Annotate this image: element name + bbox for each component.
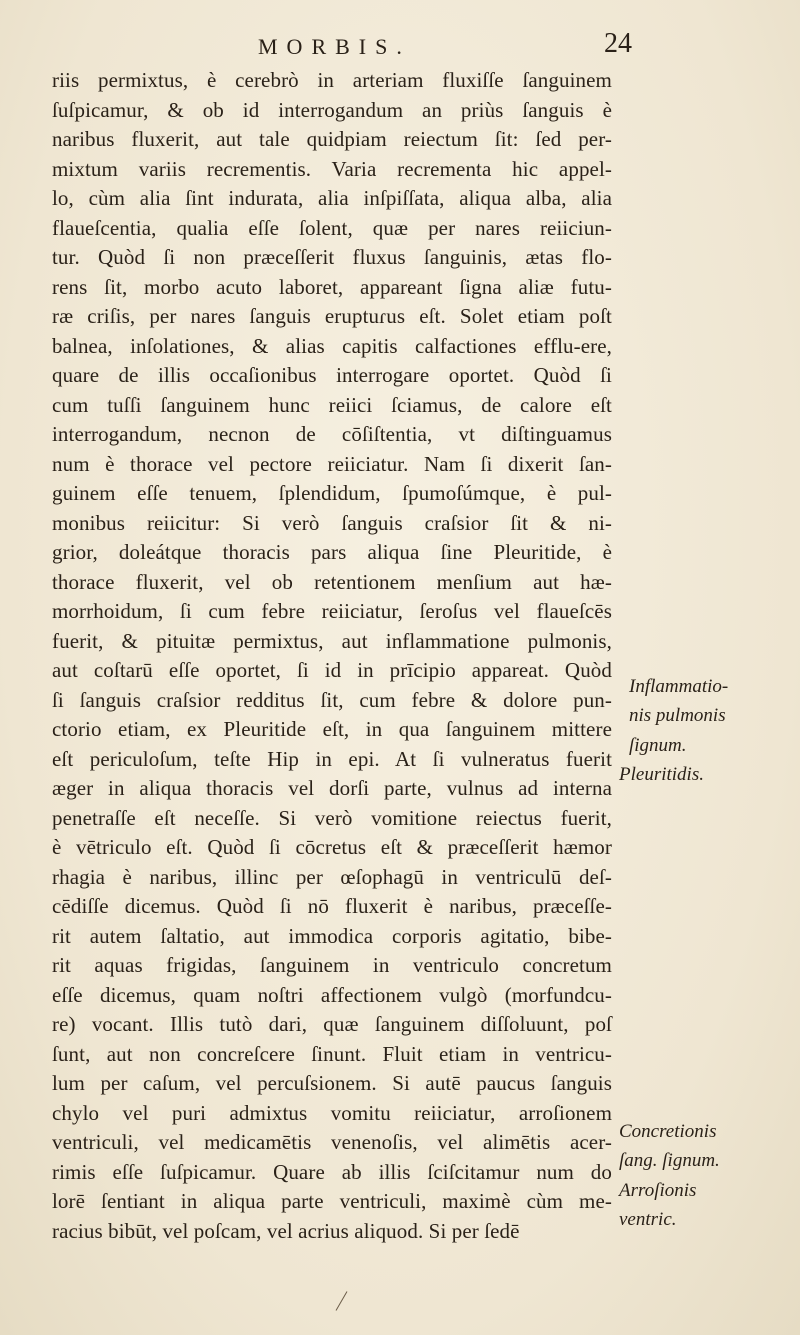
text-line: fuerit, & pituitæ permixtus, aut inflammatione pulmonis, xyxy=(52,628,612,653)
text-line: morrhoidum, ſi cum febre reiiciatur, ſeroſus vel flaueſcēs xyxy=(52,599,612,623)
text-line: eſſe dicemus, quam noſtri affectionem vulgò (morfundcu- xyxy=(52,982,612,1007)
text-line: ſunt, aut non concreſcere ſinunt. Fluit etiam in ventricu- xyxy=(52,1041,612,1066)
text-line: rit autem ſaltatio, aut immodica corporis agitatio, bibe- xyxy=(52,923,612,948)
text-line: guinem eſſe tenuem, ſplendidum, ſpumoſúmque, è pul- xyxy=(52,481,612,505)
text-line: mixtum variis recrementis. Varia recrementa hic appel- xyxy=(52,156,612,181)
text-line: rimis eſſe ſuſpicamur. Quare ab illis ſciſcitamur num do xyxy=(52,1159,612,1184)
text-line: rens ſit, morbo acuto laboret, appareant ſigna aliæ futu- xyxy=(52,274,612,299)
text-line: flaueſcentia, qualia eſſe ſolent, quæ per nares reiiciun- xyxy=(52,215,612,240)
text-line: num è thorace vel pectore reiiciatur. Nam ſi dixerit ſan- xyxy=(52,451,612,476)
text-line: è vētriculo eſt. Quòd ſi cōcretus eſt & præceſſerit hæmor xyxy=(52,835,612,859)
margin-note: ſang. ſignum. xyxy=(619,1150,720,1171)
margin-note: ſignum. xyxy=(629,735,687,756)
text-line: balnea, inſolationes, & alias capitis calfactiones efflu-ere, xyxy=(52,333,612,358)
margin-note: Arroſionis xyxy=(619,1180,697,1201)
text-line: tur. Quòd ſi non præceſſerit fluxus ſanguinis, ætas flo- xyxy=(52,245,612,269)
text-line: ræ criſis, per nares ſanguis eruptuɾus eſt. Solet etiam poſt xyxy=(52,304,612,328)
text-line: grior, doleátque thoracis pars aliqua ſine Pleuritide, è xyxy=(52,540,612,564)
text-line: ſi ſanguis craſsior redditus ſit, cum febre & dolore pun- xyxy=(52,687,612,712)
page-header xyxy=(0,28,800,68)
text-line: lum per caſum, vel percuſsionem. Si autē paucus ſanguis xyxy=(52,1071,612,1095)
text-line: ctorio etiam, ex Pleuritide eſt, in qua ſanguinem mittere xyxy=(52,717,612,741)
text-line: penetraſſe eſt neceſſe. Si verò vomitione reiectus fuerit, xyxy=(52,805,612,830)
text-line: lorē ſentiant in aliqua parte ventriculi, maximè cùm me- xyxy=(52,1189,612,1213)
text-line: rhagia è naribus, illinc per œſophagū in ventriculū deſ- xyxy=(52,864,612,889)
text-line: interrogandum, necnon de cōſiſtentia, vt diſtinguamus xyxy=(52,422,612,446)
text-line: quare de illis occaſionibus interrogare oportet. Quòd ſi xyxy=(52,363,612,387)
text-line: thorace fluxerit, vel ob retentionem menſium aut hæ- xyxy=(52,569,612,594)
text-line: racius bibūt, vel poſcam, vel acrius aliquod. Si per ſedē xyxy=(52,1218,520,1243)
text-line: ventriculi, vel medicamētis venenoſis, vel alimētis acer- xyxy=(52,1130,612,1154)
margin-note: Pleuritidis. xyxy=(619,764,704,785)
text-line: æger in aliqua thoracis vel dorſi parte, vulnus ad interna xyxy=(52,776,612,800)
text-line: monibus reiicitur: Si verò ſanguis craſsior ſit & ni- xyxy=(52,510,612,535)
ink-mark xyxy=(336,1291,348,1311)
text-line: lo, cùm alia ſint indurata, alia inſpiſſata, aliqua alba, alia xyxy=(52,186,612,210)
text-line: naribus fluxerit, aut tale quidpiam reiectum ſit: ſed per- xyxy=(52,127,612,151)
text-line: re) vocant. Illis tutò dari, quæ ſanguinem diſſoluunt, poſ xyxy=(52,1012,612,1036)
text-line: rit aquas frigidas, ſanguinem in ventriculo concretum xyxy=(52,953,612,977)
text-line: riis permixtus, è cerebrò in arteriam fluxiſſe ſanguinem xyxy=(52,68,612,92)
margin-note: ventric. xyxy=(619,1209,677,1230)
text-line: chylo vel puri admixtus vomitu reiiciatur, arroſionem xyxy=(52,1100,612,1125)
text-line: aut coſtarū eſſe oportet, ſi id in prīcipio appareat. Quòd xyxy=(52,658,612,682)
body-text xyxy=(52,66,612,1246)
margin-note: Inflammatio- xyxy=(629,676,729,697)
text-line: eſt periculoſum, teſte Hip in epi. At ſi vulneratus fuerit xyxy=(52,746,612,771)
running-head: MORBIS. xyxy=(258,34,411,59)
text-line: ſuſpicamur, & ob id interrogandum an priùs ſanguis è xyxy=(52,97,612,122)
text-line: cum tuſſi ſanguinem hunc reiici ſciamus, de calore eſt xyxy=(52,392,612,417)
page-number: 24 xyxy=(604,28,632,59)
margin-note: nis pulmonis xyxy=(629,705,726,726)
text-line: cēdiſſe dicemus. Quòd ſi nō fluxerit è naribus, præceſſe- xyxy=(52,894,612,918)
margin-note: Concretionis xyxy=(619,1121,717,1142)
